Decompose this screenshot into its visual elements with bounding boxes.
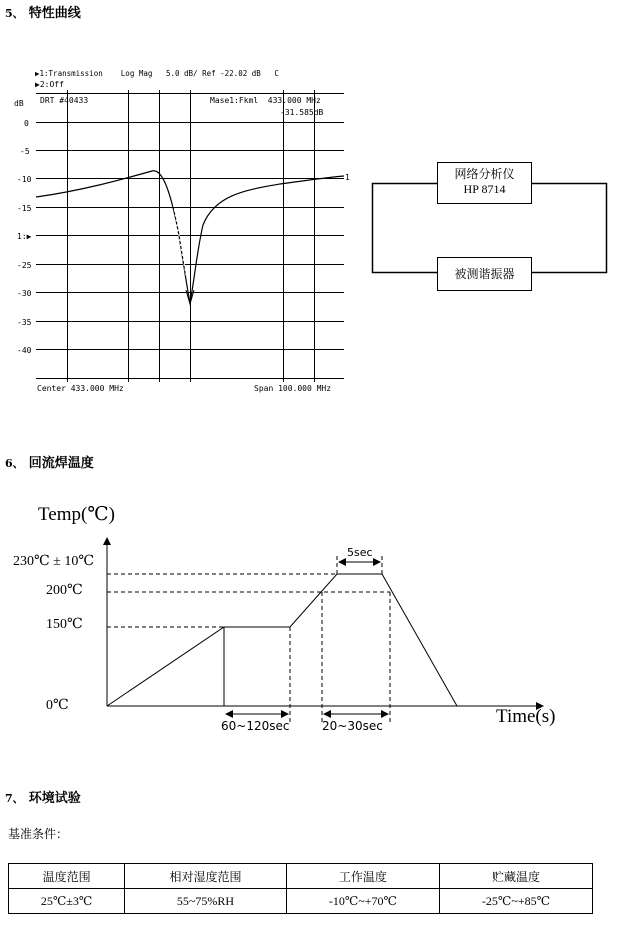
env-header-temp-range: 温度范围 bbox=[9, 864, 125, 889]
dut-box-label: 被测谐振器 bbox=[454, 267, 515, 281]
label-200: 200℃ bbox=[46, 583, 83, 598]
table-row bbox=[9, 864, 593, 889]
section-6-heading bbox=[5, 452, 94, 471]
y-tick-label: -25 bbox=[17, 261, 32, 270]
reflow-profile bbox=[107, 574, 457, 706]
label-0: 0℃ bbox=[46, 698, 69, 713]
y-tick-label: 1:▶ bbox=[17, 232, 32, 241]
env-intro: 基准条件： bbox=[8, 827, 69, 841]
section-5-number: 5、 bbox=[5, 7, 24, 20]
env-header-humidity: 相对湿度范围 bbox=[125, 864, 287, 889]
section-6-number: 6、 bbox=[5, 457, 24, 470]
env-value-temp-range: 25℃±3℃ bbox=[9, 889, 125, 914]
analyzer-span: Span 100.000 MHz bbox=[254, 384, 332, 393]
analyzer-box bbox=[437, 162, 532, 204]
analyzer-box-model: HP 8714 bbox=[463, 182, 506, 196]
analyzer-box-name: 网络分析仪 bbox=[454, 167, 515, 181]
section-7-title: 环境试验 bbox=[28, 791, 81, 806]
preheat-duration-label: 60~120sec bbox=[221, 719, 290, 733]
env-header-storage-temp: 贮藏温度 bbox=[439, 864, 592, 889]
section-7-number: 7、 bbox=[5, 792, 24, 805]
y-tick-label: -15 bbox=[17, 204, 32, 213]
analyzer-header-line2: ▶2:Off bbox=[35, 80, 64, 89]
env-value-storage-temp: -25℃~+85℃ bbox=[439, 889, 592, 914]
section-5-heading bbox=[5, 2, 81, 21]
analyzer-marker-label: Mase1:Fkml 433.000 MHz bbox=[210, 96, 321, 105]
y-tick-label: -30 bbox=[17, 289, 32, 298]
dut-box bbox=[437, 257, 532, 291]
analyzer-marker-value: -31.585dB bbox=[280, 108, 324, 117]
env-table bbox=[8, 863, 593, 914]
marker-end-label: 1 bbox=[345, 173, 350, 182]
section-6-title: 回流焊温度 bbox=[28, 456, 94, 471]
analyzer-header-line1: ▶1:Transmission Log Mag 5.0 dB/ Ref -22.02 dB C bbox=[35, 69, 279, 78]
reflow-duration-label: 20~30sec bbox=[322, 719, 383, 733]
section-7-heading bbox=[5, 787, 81, 806]
env-value-humidity: 55~75%RH bbox=[125, 889, 287, 914]
label-150: 150℃ bbox=[46, 617, 83, 632]
analyzer-unit: dB bbox=[14, 99, 24, 108]
analyzer-center-freq: Center 433.000 MHz bbox=[37, 384, 124, 393]
section-5-title: 特性曲线 bbox=[28, 6, 81, 21]
table-row bbox=[9, 889, 593, 914]
y-tick-label: -35 bbox=[17, 318, 32, 327]
y-tick-label: -40 bbox=[17, 346, 32, 355]
label-230: 230℃ ± 10℃ bbox=[13, 554, 95, 569]
y-tick-label: 0 bbox=[24, 119, 29, 128]
y-tick-label: -5 bbox=[20, 147, 30, 156]
env-header-operating-temp: 工作温度 bbox=[286, 864, 439, 889]
env-value-operating-temp: -10℃~+70℃ bbox=[286, 889, 439, 914]
y-tick-label: -10 bbox=[17, 175, 32, 184]
peak-duration-label: 5sec bbox=[347, 546, 373, 559]
analyzer-drift: DRT #40433 bbox=[40, 96, 89, 105]
reflow-y-title: Temp(℃) bbox=[38, 504, 115, 525]
reflow-x-title: Time(s) bbox=[496, 706, 556, 727]
